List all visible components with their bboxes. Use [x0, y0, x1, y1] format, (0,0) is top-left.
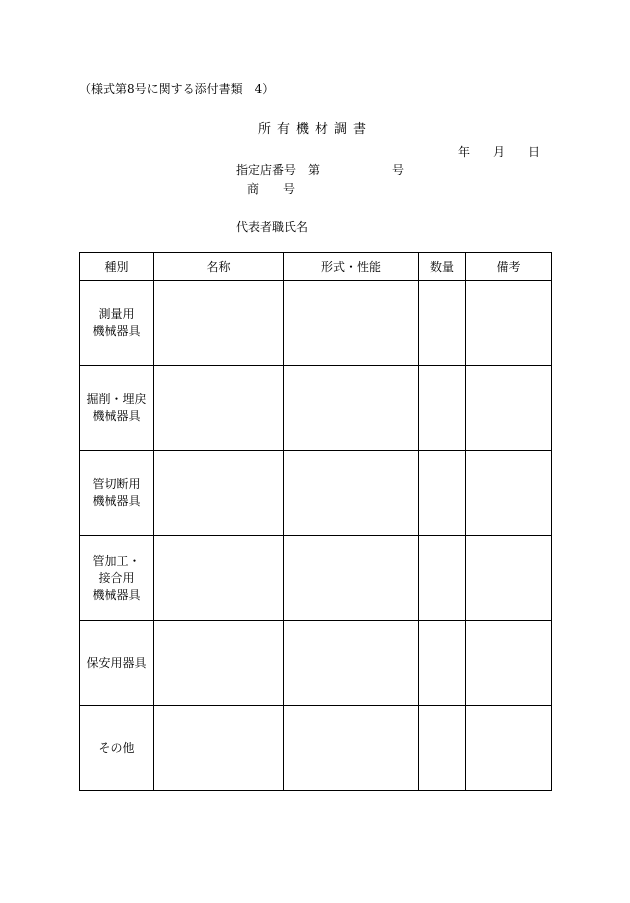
category-text: 管加工・ — [92, 553, 141, 568]
quantity-cell[interactable] — [419, 706, 466, 791]
category-cell-excavation — [80, 366, 154, 451]
day-label: 日 — [528, 145, 541, 159]
trade-name-label-2: 号 — [283, 182, 296, 196]
store-number-line — [236, 161, 404, 178]
form-reference: （様式第8号に関する添付書類 4） — [79, 82, 275, 96]
quantity-cell[interactable] — [419, 366, 466, 451]
category-cell-pipe-processing — [80, 536, 154, 621]
date-line — [458, 143, 540, 160]
name-cell[interactable] — [154, 281, 284, 366]
model-cell[interactable] — [284, 451, 419, 536]
equipment-table — [79, 252, 552, 791]
year-label: 年 — [458, 145, 471, 159]
category-text: 管切断用 — [92, 477, 141, 491]
model-cell[interactable] — [284, 706, 419, 791]
model-cell[interactable] — [284, 281, 419, 366]
model-cell[interactable] — [284, 621, 419, 706]
header-remarks: 備考 — [466, 253, 552, 281]
header-name: 名称 — [154, 253, 284, 281]
category-text: 掘削・埋戻 — [86, 392, 147, 406]
quantity-cell[interactable] — [419, 536, 466, 621]
representative-label: 代表者職氏名 — [236, 220, 309, 234]
trade-name-line — [247, 180, 295, 197]
representative-line — [236, 218, 308, 235]
header-quantity: 数量 — [419, 253, 466, 281]
category-cell-other — [80, 706, 154, 791]
month-label: 月 — [493, 145, 506, 159]
category-text: 測量用 — [98, 307, 135, 321]
header-category: 種別 — [80, 253, 154, 281]
store-number-suffix: 号 — [392, 163, 405, 177]
category-text: 機械器具 — [92, 587, 141, 602]
quantity-cell[interactable] — [419, 281, 466, 366]
category-text: 機械器具 — [92, 409, 141, 423]
name-cell[interactable] — [154, 451, 284, 536]
remarks-cell[interactable] — [466, 621, 552, 706]
store-number-prefix: 第 — [308, 163, 321, 177]
table-row — [80, 621, 552, 706]
category-cell-pipe-cutting — [80, 451, 154, 536]
table-row — [80, 366, 552, 451]
remarks-cell[interactable] — [466, 536, 552, 621]
quantity-cell[interactable] — [419, 621, 466, 706]
remarks-cell[interactable] — [466, 451, 552, 536]
table-row — [80, 451, 552, 536]
category-cell-safety — [80, 621, 154, 706]
remarks-cell[interactable] — [466, 706, 552, 791]
table-row — [80, 706, 552, 791]
category-cell-survey — [80, 281, 154, 366]
table-header-row — [80, 253, 552, 281]
name-cell[interactable] — [154, 536, 284, 621]
model-cell[interactable] — [284, 366, 419, 451]
remarks-cell[interactable] — [466, 366, 552, 451]
category-text: その他 — [98, 740, 135, 755]
model-cell[interactable] — [284, 536, 419, 621]
table-row — [80, 281, 552, 366]
name-cell[interactable] — [154, 706, 284, 791]
category-text: 機械器具 — [92, 494, 141, 508]
category-text: 保安用器具 — [86, 655, 147, 670]
header-model-performance: 形式・性能 — [284, 253, 419, 281]
name-cell[interactable] — [154, 366, 284, 451]
quantity-cell[interactable] — [419, 451, 466, 536]
trade-name-label-1: 商 — [247, 182, 260, 196]
store-number-label: 指定店番号 — [236, 163, 297, 177]
name-cell[interactable] — [154, 621, 284, 706]
document-title: 所有機材調書 — [257, 122, 372, 137]
category-text: 接合用 — [98, 570, 135, 585]
table-row — [80, 536, 552, 621]
remarks-cell[interactable] — [466, 281, 552, 366]
category-text: 機械器具 — [92, 324, 141, 338]
